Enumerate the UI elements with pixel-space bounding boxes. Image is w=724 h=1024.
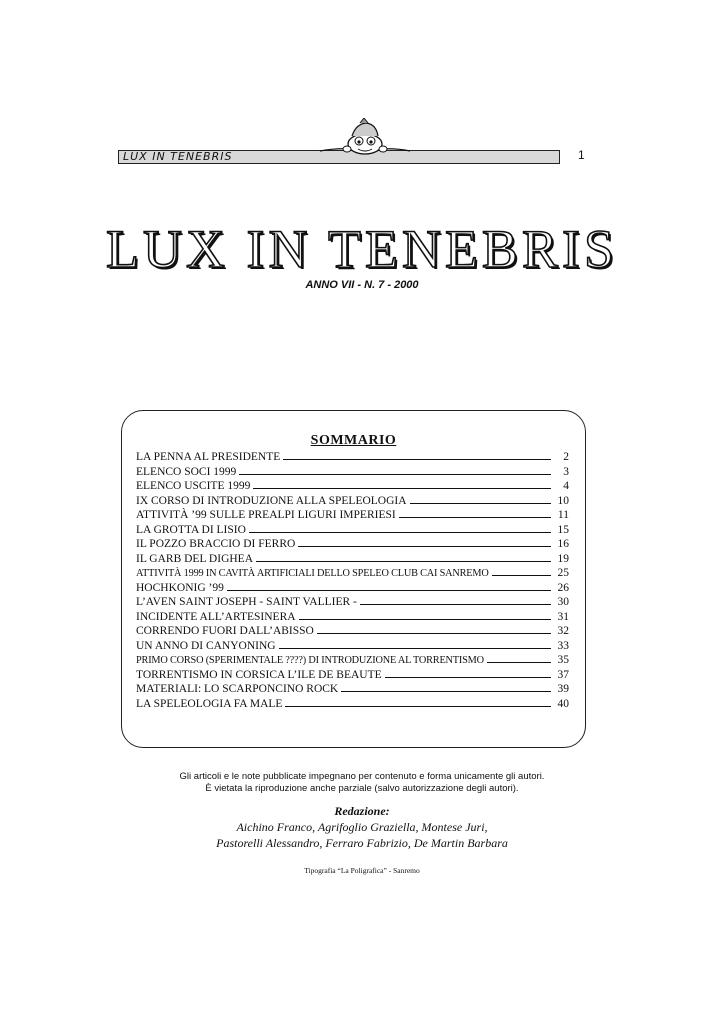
summary-item-title: ATTIVITÀ ’99 SULLE PREALPI LIGURI IMPERIESI [136, 509, 396, 521]
summary-item-leader [317, 633, 551, 634]
summary-item [136, 640, 569, 655]
editorial-heading: Redazione: [334, 804, 390, 818]
summary-item-title: TORRENTISMO IN CORSICA L’ILE DE BEAUTE [136, 668, 382, 681]
printer-credit: Tipografia “La Poligrafica” - Sanremo [304, 866, 420, 875]
summary-heading: SOMMARIO [310, 433, 397, 448]
summary-item-page: 32 [557, 625, 569, 637]
summary-item-title: ELENCO USCITE 1999 [136, 480, 251, 492]
summary-item-leader [283, 459, 551, 460]
summary-item-title: L’AVEN SAINT JOSEPH - SAINT VALLIER - [136, 596, 357, 608]
summary-item-leader [341, 691, 551, 692]
summary-item-title: IL GARB DEL DIGHEA [136, 552, 254, 565]
summary-item-page: 25 [557, 567, 569, 579]
page-number: 1 [578, 148, 585, 162]
summary-item-title: PRIMO CORSO (SPERIMENTALE ????) DI INTRODUZIONE AL TORRENTISMO [136, 655, 484, 666]
summary-item [136, 480, 569, 495]
summary-item-page: 39 [557, 683, 569, 695]
disclaimer-line: È vietata la riproduzione anche parziale (salvo autorizzazione degli autori). [205, 783, 519, 794]
summary-item-title: UN ANNO DI CANYONING [136, 639, 276, 652]
summary-item-title: ATTIVITÀ 1999 IN CAVITÀ ARTIFICIALI DELLO SPELEO CLUB CAI SANREMO [136, 568, 489, 579]
summary-item-page: 35 [557, 654, 569, 666]
summary-item-leader [487, 662, 551, 663]
summary-item [136, 611, 569, 626]
summary-item [136, 524, 569, 539]
summary-item-leader [410, 503, 551, 504]
summary-box [121, 410, 586, 748]
summary-item-leader [299, 619, 551, 620]
summary-item-title: LA SPELEOLOGIA FA MALE [136, 697, 283, 710]
summary-item-title: HOCHKONIG ’99 [136, 581, 224, 594]
summary-item-leader [399, 517, 551, 518]
running-header-title: LUX IN TENEBRIS [123, 150, 233, 163]
summary-item [136, 466, 569, 481]
summary-item [136, 538, 569, 553]
disclaimer [0, 771, 724, 795]
summary-item-leader [360, 604, 551, 605]
summary-item-leader [227, 590, 551, 591]
summary-item-page: 26 [557, 581, 569, 594]
summary-item [136, 683, 569, 698]
summary-item-title: MATERIALI: LO SCARPONCINO ROCK [136, 683, 339, 695]
editorial-staff [0, 819, 724, 851]
summary-item-title: IL POZZO BRACCIO DI FERRO [136, 538, 296, 550]
summary-item-page: 3 [563, 465, 569, 478]
summary-item-title: LA PENNA AL PRESIDENTE [136, 451, 281, 463]
summary-item-leader [492, 575, 551, 576]
summary-item-title: INCIDENTE ALL’ARTESINERA [136, 610, 296, 623]
summary-item [136, 654, 569, 669]
summary-item-leader [249, 532, 551, 533]
summary-item-leader [256, 561, 551, 562]
summary-item-title: IX CORSO DI INTRODUZIONE ALLA SPELEOLOGIA [136, 494, 407, 507]
summary-item-page: 37 [557, 668, 569, 681]
summary-item-title: LA GROTTA DI LISIO [136, 523, 246, 536]
summary-item [136, 553, 569, 568]
summary-item-leader [285, 706, 551, 707]
summary-item-page: 11 [557, 509, 569, 521]
summary-item [136, 625, 569, 640]
editorial-staff-line: Aichino Franco, Agrifoglio Graziella, Montese Juri, [236, 820, 488, 834]
summary-item-page: 2 [563, 451, 569, 463]
summary-item-page: 10 [557, 494, 569, 507]
summary-item-leader [279, 648, 551, 649]
summary-item-leader [239, 474, 551, 475]
summary-item [136, 451, 569, 466]
summary-item-page: 16 [557, 538, 569, 550]
summary-item-leader [253, 488, 551, 489]
summary-item [136, 582, 569, 597]
disclaimer-line: Gli articoli e le note pubblicate impegnano per contenuto e forma unicamente gli autori. [179, 771, 545, 782]
mascot-logo-icon [316, 118, 412, 156]
summary-item-page: 4 [563, 480, 569, 492]
summary-item [136, 669, 569, 684]
summary-item-page: 40 [557, 697, 569, 710]
summary-item-leader [298, 546, 551, 547]
summary-item-page: 19 [557, 552, 569, 565]
editorial-staff-line: Pastorelli Alessandro, Ferraro Fabrizio, De Martin Barbara [216, 836, 508, 850]
summary-item [136, 698, 569, 713]
issue-info: ANNO VII - N. 7 - 2000 [305, 279, 419, 291]
summary-item-title: ELENCO SOCI 1999 [136, 465, 237, 478]
summary-item [136, 509, 569, 524]
publication-title: LUX IN TENEBRIS [106, 219, 618, 279]
summary-item-page: 15 [557, 523, 569, 536]
summary-item [136, 567, 569, 582]
summary-item-title: CORRENDO FUORI DALL’ABISSO [136, 625, 314, 637]
summary-item-page: 33 [557, 639, 569, 652]
summary-item-leader [385, 677, 551, 678]
summary-item [136, 495, 569, 510]
summary-list [136, 451, 569, 712]
summary-item-page: 31 [557, 610, 569, 623]
summary-item-page: 30 [557, 596, 569, 608]
summary-item [136, 596, 569, 611]
